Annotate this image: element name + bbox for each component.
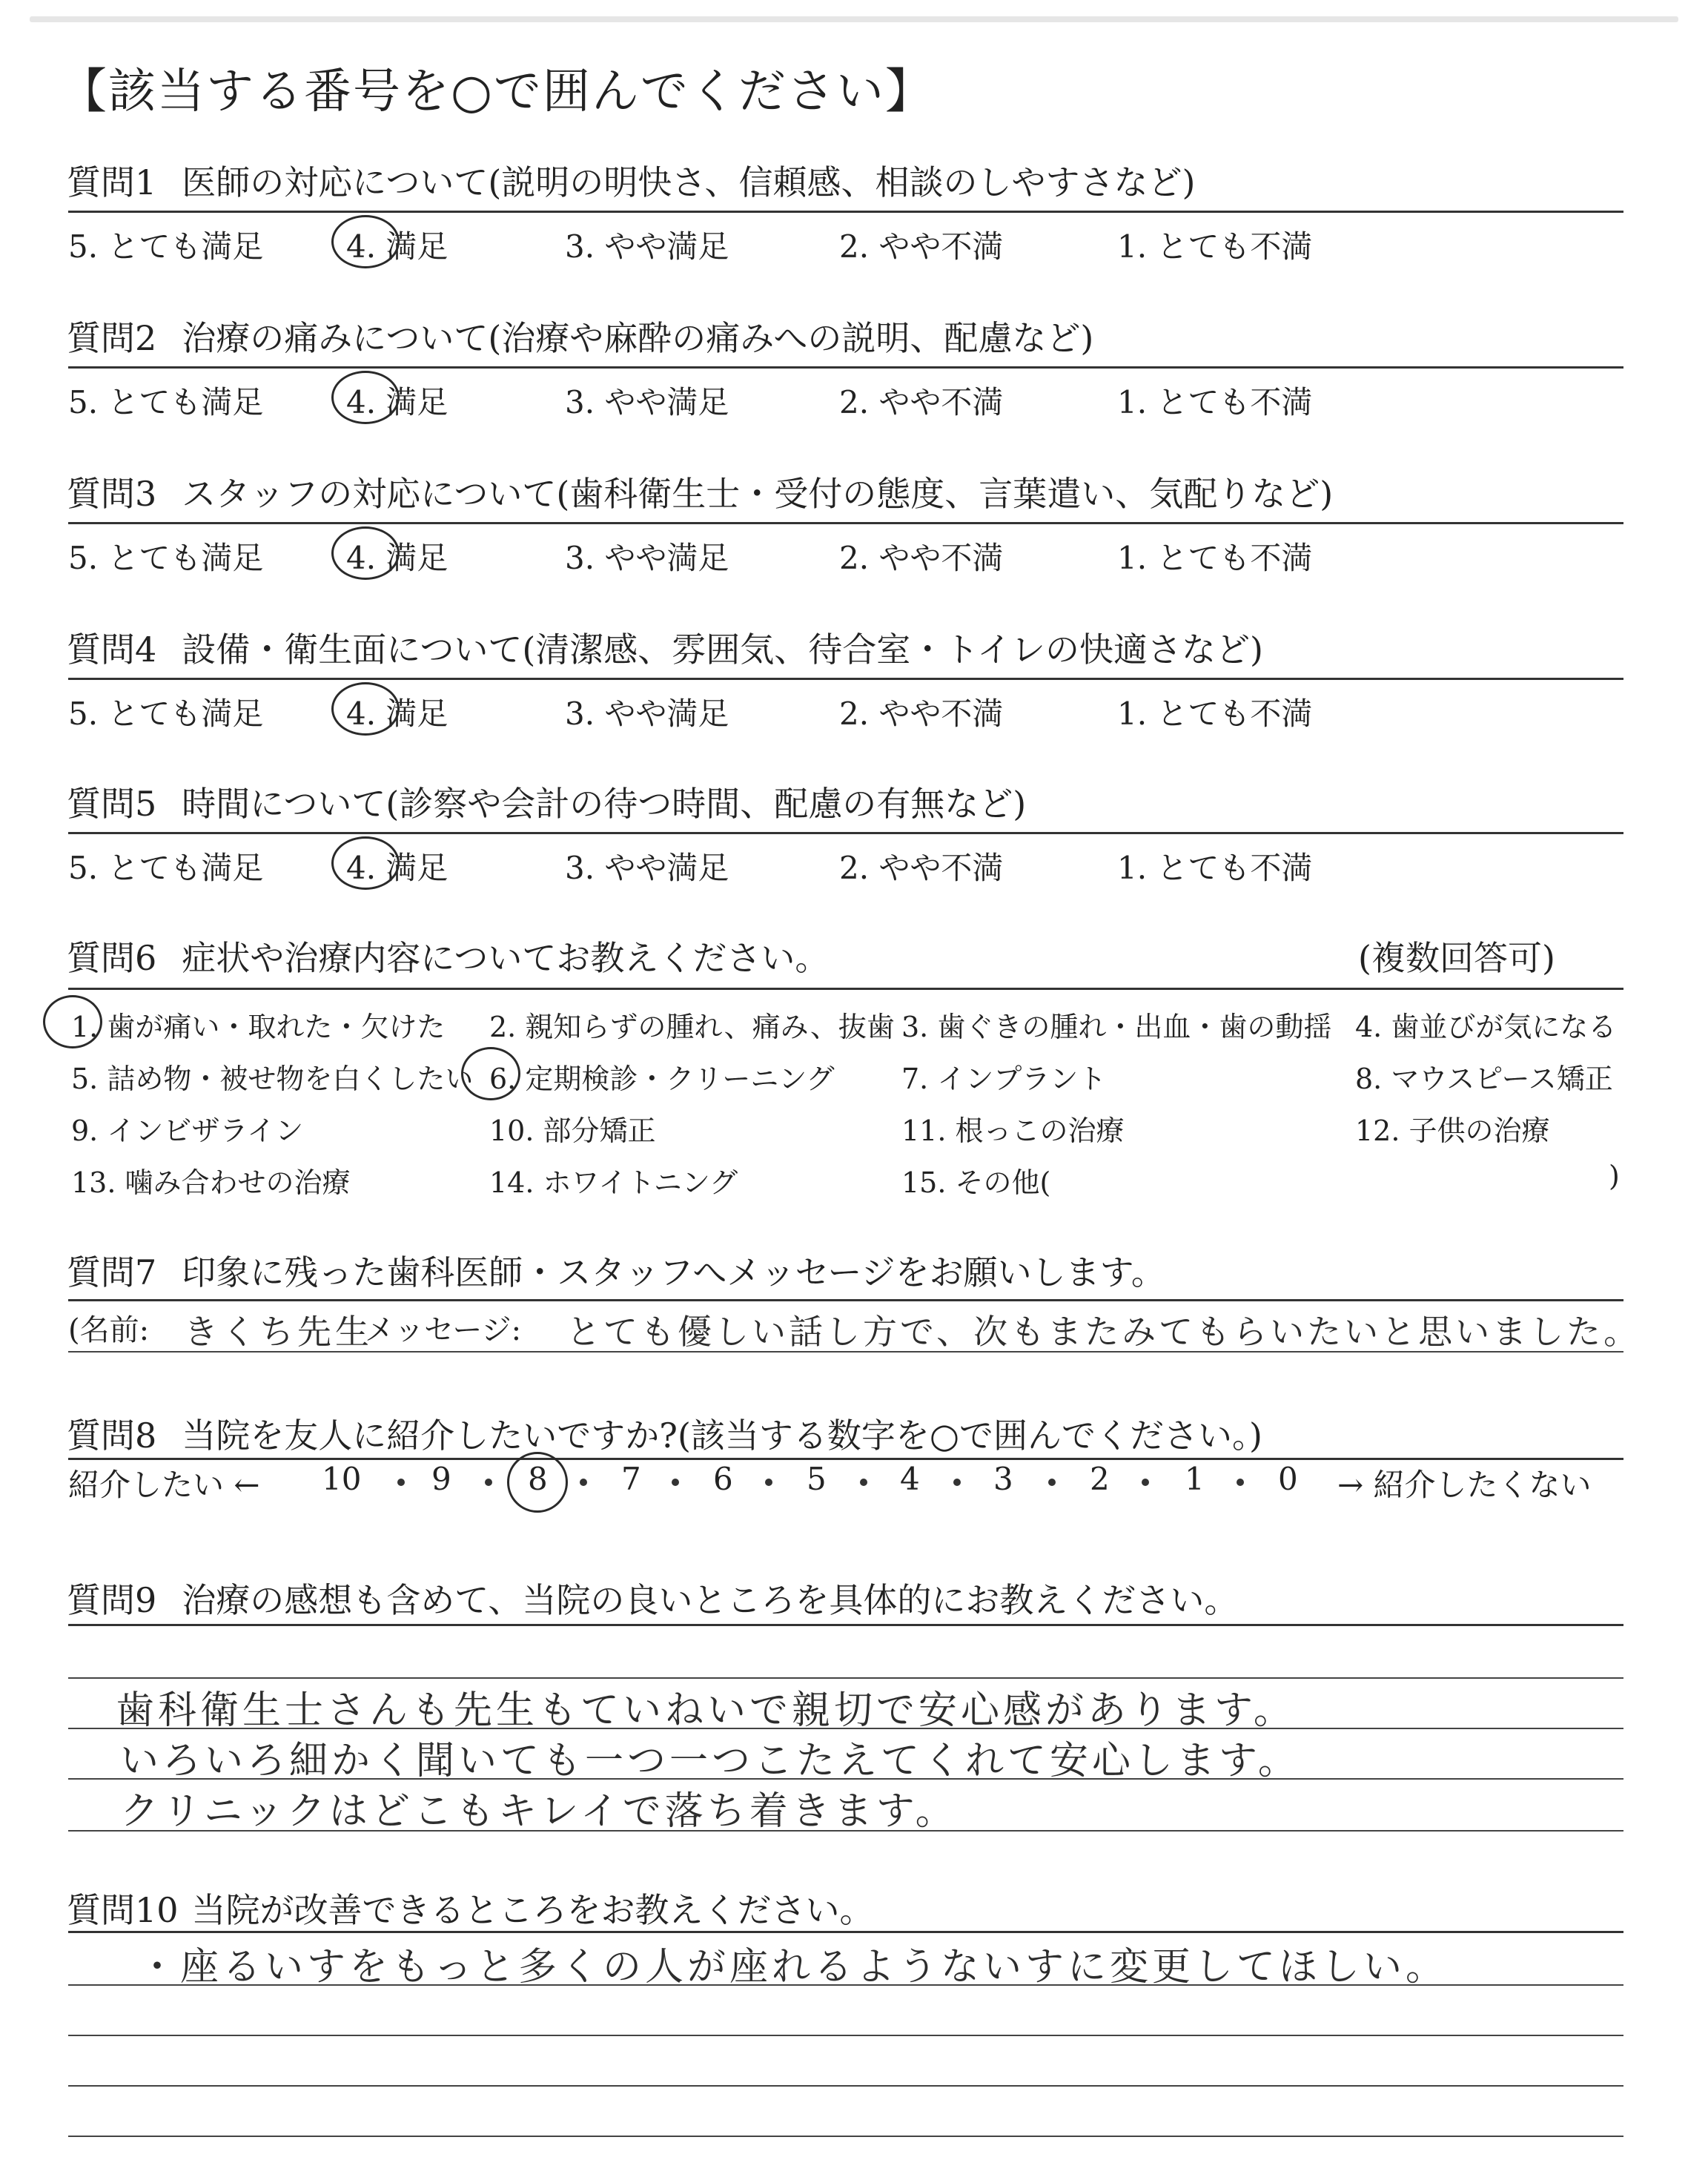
q8-scale-value: 6 bbox=[713, 1461, 733, 1497]
q8-scale-value: 10 bbox=[322, 1461, 362, 1497]
q8-scale-value: 4 bbox=[900, 1461, 920, 1497]
q10-rule bbox=[68, 1931, 1623, 1933]
q3-option: 2. やや不満 bbox=[839, 540, 1004, 576]
q1-option: 1. とても不満 bbox=[1117, 228, 1313, 265]
q5-text: 時間について(診察や会計の待つ時間、配慮の有無など) bbox=[182, 784, 1027, 824]
q2-option: 5. とても満足 bbox=[68, 384, 264, 420]
q4-text: 設備・衛生面について(清潔感、雰囲気、待合室・トイレの快適さなど) bbox=[182, 630, 1263, 670]
q6-option: 4. 歯並びが気になる bbox=[1355, 1011, 1617, 1043]
q6-option: 7. インプラント bbox=[901, 1063, 1107, 1095]
q8-title bbox=[67, 1409, 1262, 1458]
q5-option: 3. やや満足 bbox=[565, 850, 729, 886]
q1-option: 5. とても満足 bbox=[68, 228, 264, 265]
q7-answer-rule bbox=[68, 1351, 1623, 1353]
q2-option: 1. とても不満 bbox=[1117, 384, 1313, 420]
q1-option: 2. やや不満 bbox=[839, 228, 1004, 265]
q6-number: 質問6 bbox=[67, 938, 157, 978]
q8-scale-separator-dot bbox=[485, 1479, 492, 1486]
q8-scale-value: 8 bbox=[528, 1461, 548, 1497]
q6-option: 2. 親知らずの腫れ、痛み、抜歯 bbox=[489, 1011, 895, 1043]
q8-scale-separator-dot bbox=[1048, 1479, 1056, 1486]
q6-answer-circle bbox=[461, 1047, 520, 1100]
q1-number: 質問1 bbox=[67, 162, 157, 202]
q10-line-rule bbox=[68, 2136, 1623, 2137]
q9-answer-line: 歯科衛生士さんも先生もていねいで親切で安心感があります。 bbox=[116, 1688, 1296, 1733]
q8-scale-value: 3 bbox=[993, 1461, 1013, 1497]
q8-scale-value: 9 bbox=[431, 1461, 451, 1497]
q6-option: 3. 歯ぐきの腫れ・出血・歯の動揺 bbox=[901, 1011, 1332, 1043]
q6-title bbox=[67, 931, 829, 980]
q6-text: 症状や治療内容についてお教えください。 bbox=[182, 938, 830, 978]
q9-number: 質問9 bbox=[67, 1580, 157, 1620]
q3-answer-circle bbox=[331, 526, 400, 580]
q4-option: 3. やや満足 bbox=[565, 696, 729, 732]
q3-rule bbox=[68, 522, 1623, 524]
q6-option: 12. 子供の治療 bbox=[1355, 1114, 1550, 1147]
q6-option: 9. インビザライン bbox=[71, 1114, 304, 1147]
q4-option: 2. やや不満 bbox=[839, 696, 1004, 732]
instruction-header: 【該当する番号を○で囲んでください】 bbox=[59, 65, 934, 119]
q8-scale-value: 1 bbox=[1185, 1461, 1205, 1497]
q2-option: 4. 満足 bbox=[346, 384, 448, 420]
q1-rule bbox=[68, 211, 1623, 213]
q3-option: 3. やや満足 bbox=[565, 540, 729, 576]
q4-option: 4. 満足 bbox=[346, 696, 448, 732]
q8-left-label: 紹介したい ← bbox=[68, 1467, 260, 1503]
q6-option: 14. ホワイトニング bbox=[489, 1166, 738, 1199]
q5-rule bbox=[68, 832, 1623, 834]
q10-title bbox=[67, 1883, 874, 1932]
q1-option: 3. やや満足 bbox=[565, 228, 729, 265]
q7-message-handwritten: とても優しい話し方で、次もまたみてもらいたいと思いました。 bbox=[566, 1312, 1641, 1352]
q7-text: 印象に残った歯科医師・スタッフへメッセージをお願いします。 bbox=[182, 1252, 1165, 1292]
q1-title bbox=[67, 156, 1195, 205]
q6-rule bbox=[68, 988, 1623, 990]
q10-line-rule bbox=[68, 1984, 1623, 1986]
q9-text: 治療の感想も含めて、当院の良いところを具体的にお教えください。 bbox=[182, 1580, 1239, 1620]
q3-option: 5. とても満足 bbox=[68, 540, 264, 576]
q8-scale-value: 0 bbox=[1278, 1461, 1298, 1497]
q8-scale-value: 5 bbox=[807, 1461, 827, 1497]
q8-scale-separator-dot bbox=[672, 1479, 679, 1486]
q10-answer-line: ・座るいすをもっと多くの人が座れるようないすに変更してほしい。 bbox=[138, 1945, 1449, 1989]
q2-rule bbox=[68, 366, 1623, 369]
q3-title bbox=[67, 467, 1333, 516]
q2-text: 治療の痛みについて(治療や麻酔の痛みへの説明、配慮など) bbox=[182, 318, 1094, 358]
q4-title bbox=[67, 623, 1263, 672]
q6-answer-circle bbox=[43, 995, 102, 1048]
q8-scale-value: 2 bbox=[1090, 1461, 1110, 1497]
q6-option: 11. 根っこの治療 bbox=[901, 1114, 1125, 1147]
q1-option: 4. 満足 bbox=[346, 228, 448, 265]
q6-option: 6. 定期検診・クリーニング bbox=[489, 1063, 835, 1095]
q8-rule bbox=[68, 1458, 1623, 1460]
q3-number: 質問3 bbox=[67, 474, 157, 514]
q6-multiple-answers-note: (複数回答可) bbox=[1358, 938, 1555, 978]
q10-number: 質問10 bbox=[67, 1890, 179, 1930]
q6-option: ) bbox=[1609, 1160, 1620, 1192]
q8-scale-separator-dot bbox=[1142, 1479, 1149, 1486]
q6-option: 8. マウスピース矯正 bbox=[1355, 1063, 1613, 1095]
q6-option: 10. 部分矯正 bbox=[489, 1114, 656, 1147]
q6-option: 15. その他( bbox=[901, 1166, 1051, 1199]
q5-answer-circle bbox=[331, 836, 400, 890]
q8-scale-separator-dot bbox=[1237, 1479, 1244, 1486]
q10-line-rule bbox=[68, 2035, 1623, 2036]
q1-text: 医師の対応について(説明の明快さ、信頼感、相談のしやすさなど) bbox=[182, 162, 1196, 202]
q10-text: 当院が改善できるところをお教えください。 bbox=[191, 1890, 874, 1930]
q8-scale-separator-dot bbox=[765, 1479, 772, 1486]
q9-rule bbox=[68, 1624, 1623, 1626]
q10-line-rule bbox=[68, 2085, 1623, 2087]
q6-option: 1. 歯が痛い・取れた・欠けた bbox=[71, 1011, 446, 1043]
q2-title bbox=[67, 311, 1093, 360]
q4-number: 質問4 bbox=[67, 630, 157, 670]
q7-number: 質問7 bbox=[67, 1252, 157, 1292]
q7-message-label: メッセージ: bbox=[365, 1313, 522, 1347]
q7-name-handwritten: きくち先生 bbox=[184, 1312, 373, 1352]
q8-answer-circle bbox=[507, 1452, 568, 1513]
q8-scale-separator-dot bbox=[860, 1479, 867, 1486]
q8-scale-separator-dot bbox=[580, 1479, 587, 1486]
q2-answer-circle bbox=[331, 371, 400, 424]
q9-title bbox=[67, 1573, 1238, 1622]
q3-option: 4. 満足 bbox=[346, 540, 448, 576]
q5-option: 2. やや不満 bbox=[839, 850, 1004, 886]
q1-answer-circle bbox=[331, 215, 400, 268]
q5-number: 質問5 bbox=[67, 784, 157, 824]
q5-title bbox=[67, 777, 1026, 826]
q8-number: 質問8 bbox=[67, 1416, 157, 1456]
q6-option: 13. 噛み合わせの治療 bbox=[71, 1166, 351, 1199]
q8-scale-separator-dot bbox=[397, 1479, 405, 1486]
q3-option: 1. とても不満 bbox=[1117, 540, 1313, 576]
q7-title bbox=[67, 1246, 1165, 1295]
scan-top-edge bbox=[30, 16, 1678, 22]
q8-scale-value: 7 bbox=[621, 1461, 641, 1497]
q2-option: 3. やや満足 bbox=[565, 384, 729, 420]
q4-option: 5. とても満足 bbox=[68, 696, 264, 732]
q9-answer-line: クリニックはどこもキレイで落ち着きます。 bbox=[120, 1789, 958, 1834]
q4-option: 1. とても不満 bbox=[1117, 696, 1313, 732]
q9-answer-line: いろいろ細かく聞いても一つ一つこたえてくれて安心します。 bbox=[120, 1739, 1300, 1783]
q7-name-label: (名前: bbox=[68, 1313, 150, 1347]
q2-option: 2. やや不満 bbox=[839, 384, 1004, 420]
q2-number: 質問2 bbox=[67, 318, 157, 358]
q8-text: 当院を友人に紹介したいですか?(該当する数字を○で囲んでください。) bbox=[182, 1416, 1262, 1456]
q5-option: 5. とても満足 bbox=[68, 850, 264, 886]
q3-text: スタッフの対応について(歯科衛生士・受付の態度、言葉遣い、気配りなど) bbox=[182, 474, 1334, 514]
q8-scale-separator-dot bbox=[953, 1479, 961, 1486]
q4-rule bbox=[68, 678, 1623, 680]
q8-right-label: → 紹介したくない bbox=[1337, 1467, 1592, 1503]
q6-option: 5. 詰め物・被せ物を白くしたい bbox=[71, 1063, 474, 1095]
q7-rule bbox=[68, 1299, 1623, 1301]
q5-option: 1. とても不満 bbox=[1117, 850, 1313, 886]
q5-option: 4. 満足 bbox=[346, 850, 448, 886]
q4-answer-circle bbox=[331, 682, 400, 736]
